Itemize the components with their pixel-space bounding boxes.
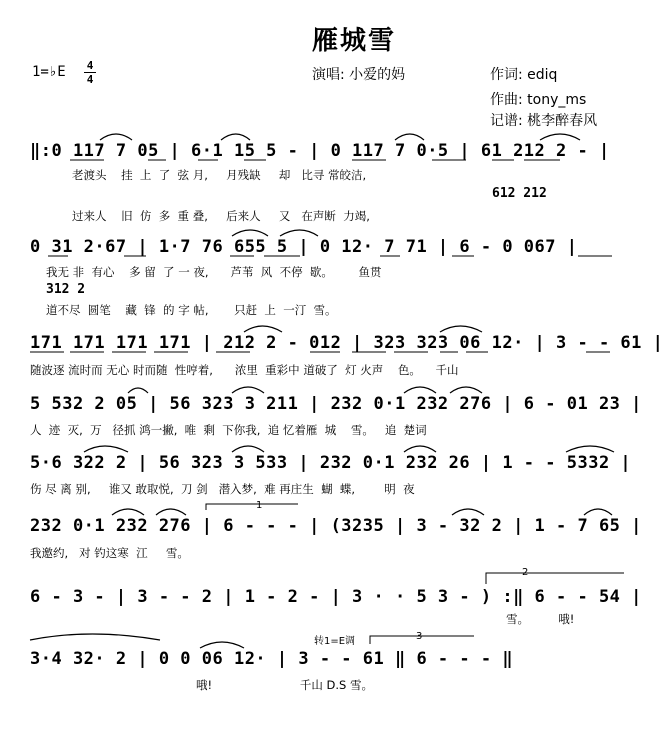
lyrics-row-7: 雪。 哦! (506, 612, 575, 626)
volta-1-label: 1 (256, 500, 263, 511)
slur-mark (566, 446, 614, 452)
alt-notation-row-1: 612 212 (492, 186, 547, 201)
volta-bracket-3 (370, 636, 474, 644)
time-signature-bottom: 4 (86, 73, 94, 86)
key-change-annotation: 转1=E调 (314, 636, 356, 647)
alt-notation-row-2: 312 2 (46, 282, 86, 297)
slur-mark (128, 388, 148, 393)
lyrics-row-1: 老渡头 挂 上 了 弦 月, 月残缺 却 比寻 常皎洁, (72, 168, 367, 182)
slur-mark (584, 509, 612, 515)
volta-bracket-2 (486, 573, 624, 584)
notation-row-4: 5 532 2 05 | 56 323 3 211 | 232 0·1 232 276 | 6 - 01 23 | (30, 394, 642, 414)
lyrics-row-6: 我邀约, 对 钓这寒 江 雪。 (30, 546, 189, 560)
volta-2-label: 2 (522, 567, 529, 578)
slur-mark (84, 446, 128, 452)
alt-lyrics-row-2: 道不尽 圆笔 藏 锋 的 字 帖, 只赶 上 一汀 雪。 (46, 303, 337, 317)
singer-credit: 演唱: 小爱的妈 (312, 67, 406, 83)
notation-row-7: 6 - 3 - | 3 - - 2 | 1 - 2 - | 3 · · 5 3 - ) :‖ 6 - - 54 | (30, 587, 642, 607)
time-signature-top: 4 (86, 59, 94, 72)
slur-mark (244, 326, 282, 332)
slur-mark (395, 134, 424, 140)
slur-mark (200, 642, 244, 648)
slur-mark (452, 509, 484, 515)
song-title: 雁城雪 (312, 26, 397, 56)
slur-mark (404, 446, 436, 452)
lyricist-credit: 作词: ediq (490, 67, 558, 83)
slur-mark (112, 509, 144, 515)
transcriber-credit: 记谱: 桃李醉春风 (490, 113, 598, 129)
key-signature: 1=♭E (32, 64, 66, 80)
alt-lyrics-row-1: 过来人 旧 仿 多 重 叠, 后来人 又 在声断 力竭, (72, 209, 370, 223)
notation-row-6: 232 0·1 232 276 | 6 - - - | (3235 | 3 - 32 2 | 1 - 7 65 | (30, 516, 642, 536)
notation-row-2: 0 31 2·67 | 1·7 76 655 5 | 0 12· 7 71 | 6 - 0 067 | (30, 237, 578, 257)
volta-bracket-1 (206, 504, 298, 510)
slur-mark (156, 509, 186, 515)
notation-row-3: 171 171 171 171 | 212 2 - 012 | 323 323 06 12· | 3 - - 61 | (30, 333, 664, 353)
slur-mark (232, 446, 264, 452)
lyrics-row-5: 伤 尽 离 别, 谁又 敢取悦, 刀 剑 潜入梦, 难 再庄生 蝴 蝶, 明 夜 (30, 482, 415, 496)
slur-mark (100, 134, 132, 140)
lyrics-row-4: 人 迹 灭, 万 径抓 鸿一撇, 唯 剩 下你我, 追 忆着雁 城 雪。 追 楚词 (30, 423, 427, 437)
lyrics-row-8: 哦! 千山 D.S 雪。 (196, 678, 373, 692)
slur-mark (450, 387, 482, 393)
slur-mark (280, 230, 318, 236)
slur-mark (404, 387, 436, 393)
lyrics-row-3: 随波逐 流时而 无心 时而随 性哼着, 浓里 重彩中 道破了 灯 火声 色。 千山 (30, 363, 459, 377)
slur-mark (540, 134, 580, 140)
slur-mark (440, 326, 482, 332)
slur-mark (30, 634, 160, 640)
notation-row-5: 5·6 322 2 | 56 323 3 533 | 232 0·1 232 26 | 1 - - 5332 | (30, 453, 632, 473)
composer-credit: 作曲: tony_ms (490, 92, 587, 108)
slur-mark (232, 387, 264, 393)
notation-row-8: 3·4 32· 2 | 0 0 06 12· | 3 - - 61 ‖ 6 - - - ‖ (30, 649, 514, 669)
notation-row-1: ‖:0 117 7 05 | 6·1 15 5 - | 0 117 7 0·5 | 61 212 2 - | (30, 141, 610, 161)
lyrics-row-2: 我无 非 有心 多 留 了 一 夜, 芦苇 风 不停 歇。 鱼贯 (46, 265, 382, 279)
volta-3-label: 3 (416, 631, 423, 642)
slur-mark (232, 230, 268, 236)
slur-mark (221, 134, 250, 140)
